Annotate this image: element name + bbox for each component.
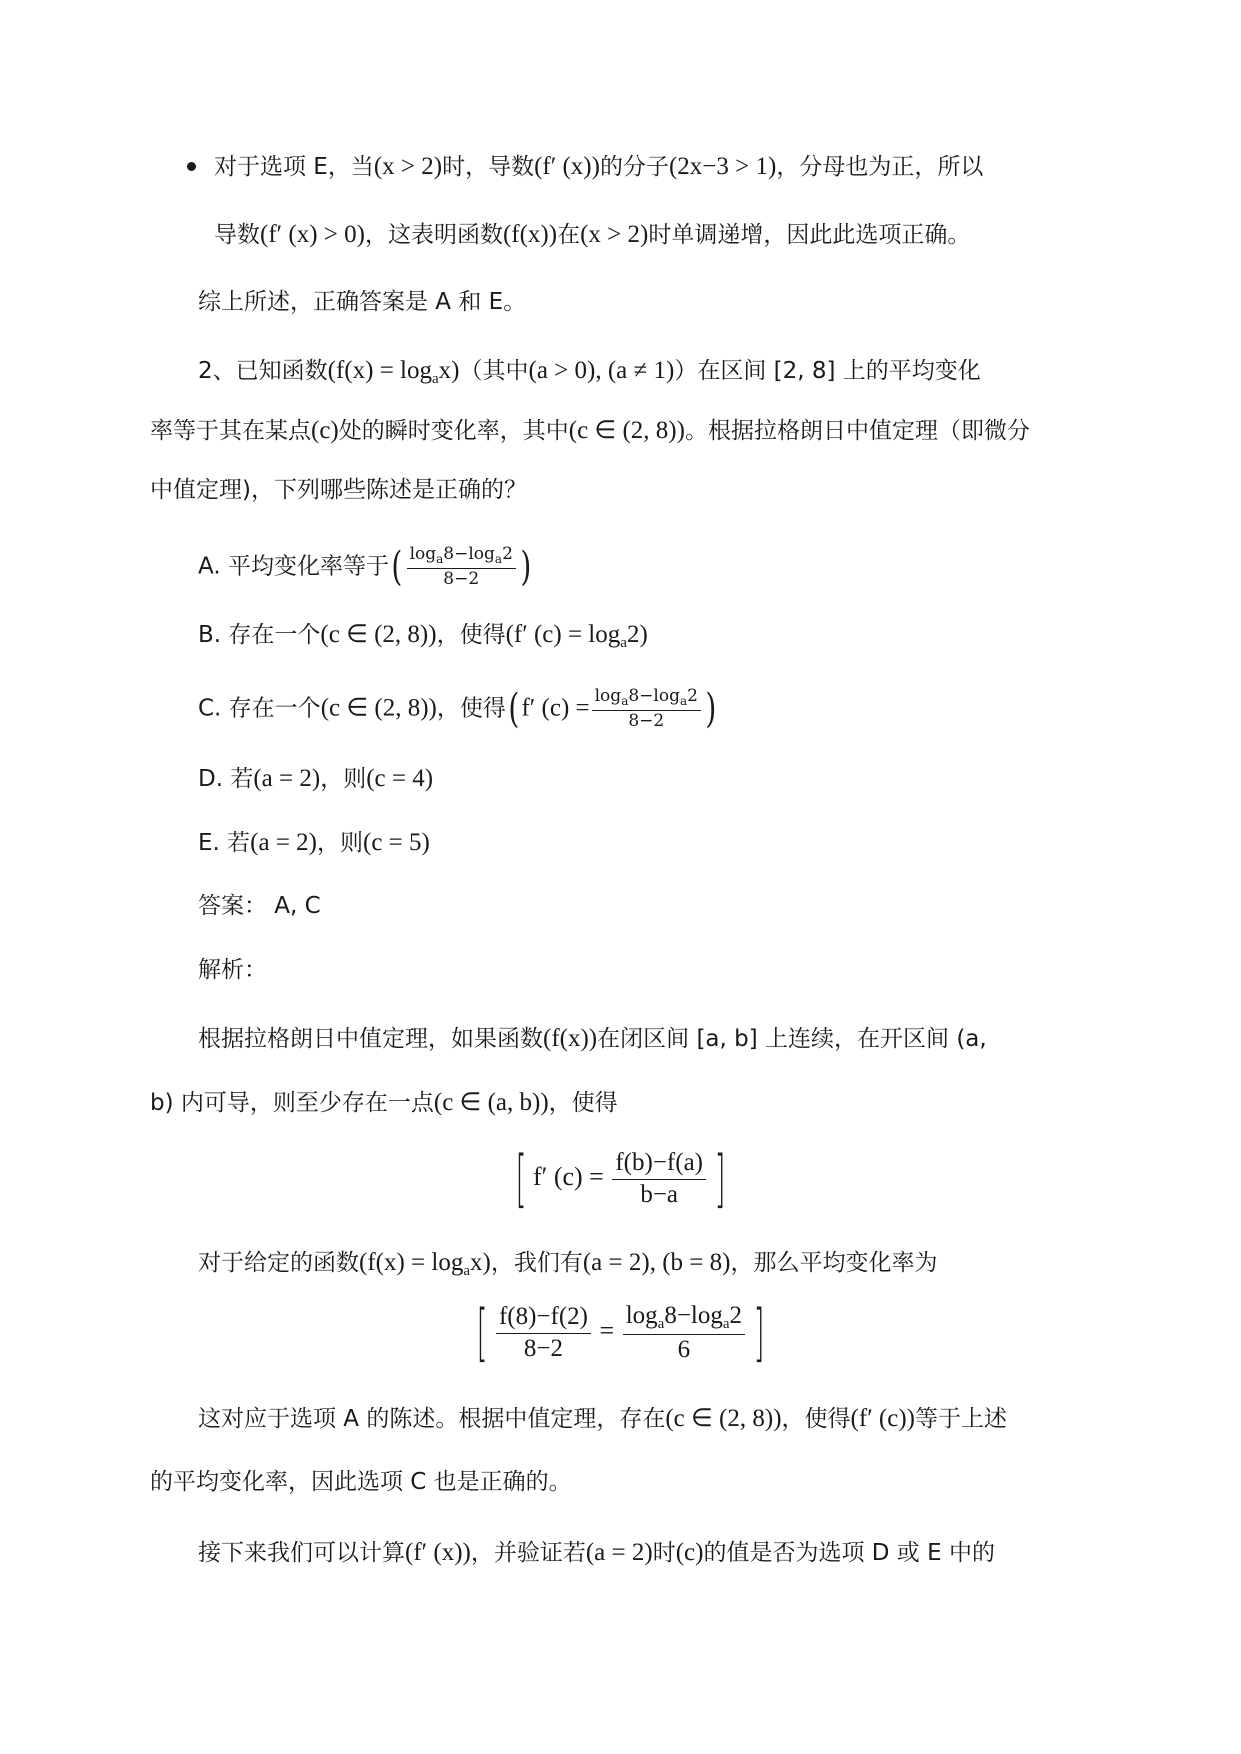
analysis-paragraph-2 [198,1246,937,1287]
text: 对于给定的函数 [198,1250,359,1276]
text: ，那么平均变化率为 [730,1250,938,1276]
option-c-fraction: $\frac{\log_a8-\log_a2}{8-2}$ [592,688,701,730]
option-e-label: E. 若 [198,830,251,856]
math: (c ∈ (2, 8)) [320,621,437,648]
math: (c ∈ (2, 8)) [568,417,685,444]
eq1-left: f′ (c) = [532,1161,604,1191]
option-a: A. 平均变化率等于( $\frac{\log_a8-\log_a2}{8-2}$ ) [198,544,532,591]
option-a-label: A. 平均变化率等于 [198,553,389,580]
eq2-fraction-right: $\frac{\log_a8-\log_a2}{6}$ [623,1303,745,1364]
analysis-paragraph-1-line-1 [198,1022,987,1055]
text: ，这表明函数 [364,222,503,248]
option-b [198,618,648,659]
text: ，使得 [548,1090,618,1116]
equation-mean-value-theorem: [ f′ (c) = $\frac{f(b)-f(a)}{b-a}$ ] [515,1142,726,1215]
analysis-paragraph-4 [198,1536,995,1569]
text: 。根据拉格朗日中值定理（即微分 [684,418,1030,444]
math: (a = 2) [585,1539,653,1566]
math: $(f(x) = \log_ax)$ [359,1249,491,1279]
text: ，我们有 [490,1250,583,1276]
math: (c ∈ (2, 8)) [320,694,437,722]
text: 在闭区间 [a, b] 上连续，在开区间 (a, [597,1026,987,1052]
text: 时，导数 [442,154,535,180]
bullet-point [187,162,196,171]
math: (a > 0), (a ≠ 1) [528,357,675,384]
question-2-line-1 [198,354,981,395]
math: (a = 2), (b = 8) [582,1249,731,1276]
math: (f′ (x)) [534,153,600,180]
text: 的值是否为选项 D 或 E 中的 [703,1540,995,1566]
answer-line: 答案： A, C [198,893,321,919]
analysis-paragraph-3-line-1 [198,1402,1007,1435]
math: (f′ $(c) = \log_a2$) [505,621,648,651]
analysis-paragraph-1-line-2 [150,1086,618,1119]
text: 接下来我们可以计算 [198,1540,405,1566]
math: (c) [311,417,339,444]
analysis-paragraph-3-line-2: 的平均变化率，因此选项 C 也是正确的。 [150,1469,572,1495]
text: b) 内可导，则至少存在一点 [150,1090,434,1116]
summary-line: 综上所述，正确答案是 A 和 E。 [198,289,527,315]
text: 在 [557,222,581,248]
eq1-fraction: $\frac{f(b)-f(a)}{b-a}$ [612,1150,706,1208]
math: (x > 2) [580,221,649,248]
equation-average-rate: [ $\frac{f(8)-f(2)}{8-2}$ = $\frac{\log_a8-\log_a2}{6}$ ] [476,1296,765,1369]
option-c-label: C. 存在一个 [198,695,321,722]
question-2-line-2 [150,414,1030,447]
text: 率等于其在某点 [150,418,311,444]
text: ，使得 [436,695,506,722]
math: f′ (c) = [521,694,590,722]
option-d-label: D. 若 [198,766,254,792]
math: (f′ (x) > 0) [260,221,365,248]
text: 导数 [214,222,260,248]
text: 时 [652,1540,676,1566]
text: （其中 [459,358,529,384]
math: $(f(x) = \log_ax)$ [327,357,460,387]
math: (a = 2) [250,829,318,856]
text: ）在区间 [2, 8] 上的平均变化 [674,358,981,384]
option-e-analysis-line-1 [214,150,983,183]
math: (f(x)) [502,221,558,248]
text: 对于选项 E，当 [214,154,374,180]
option-d [198,762,433,795]
math: (c = 5) [363,829,430,856]
math: (f(x)) [543,1025,598,1052]
math: (c ∈ (2, 8)) [665,1405,782,1432]
text: 的分子 [599,154,669,180]
eq2-equals: = [599,1315,615,1345]
text: ，使得 [781,1406,851,1432]
text: ，并验证若 [470,1540,586,1566]
text: 时单调递增，因此此选项正确。 [648,222,971,248]
text: 2、已知函数 [198,358,328,384]
math: (c ∈ (a, b)) [433,1089,549,1116]
math: (c = 4) [366,765,434,792]
math: (x > 2) [373,153,443,180]
question-2-line-3: 中值定理)，下列哪些陈述是正确的？ [150,477,527,503]
text: 这对应于选项 A 的陈述。根据中值定理，存在 [198,1406,666,1432]
math: (a = 2) [253,765,321,792]
text: 处的瞬时变化率，其中 [338,418,569,444]
option-e-analysis-line-2 [214,218,970,251]
text: ，则 [320,766,367,792]
text: ，则 [317,830,364,856]
eq2-fraction-left: $\frac{f(8)-f(2)}{8-2}$ [496,1304,591,1362]
text: 等于上述 [915,1406,1007,1432]
math: (c) [675,1539,704,1566]
option-a-fraction: $\frac{\log_a8-\log_a2}{8-2}$ [407,546,516,588]
option-e [198,826,430,859]
math: (f′ (x)) [405,1539,471,1566]
text: ，使得 [436,622,506,648]
text: 根据拉格朗日中值定理，如果函数 [198,1026,543,1052]
math: (2x−3 > 1) [668,153,777,180]
math: (f′ (c)) [850,1405,915,1432]
text: ，分母也为正，所以 [776,154,984,180]
option-b-label: B. 存在一个 [198,622,321,648]
option-c: C. 存在一个(c ∈ (2, 8))，使得(f′ (c) = $\frac{\log_a8-\log_a2}{8-2}$ ) [198,686,717,733]
analysis-title: 解析： [198,957,267,983]
